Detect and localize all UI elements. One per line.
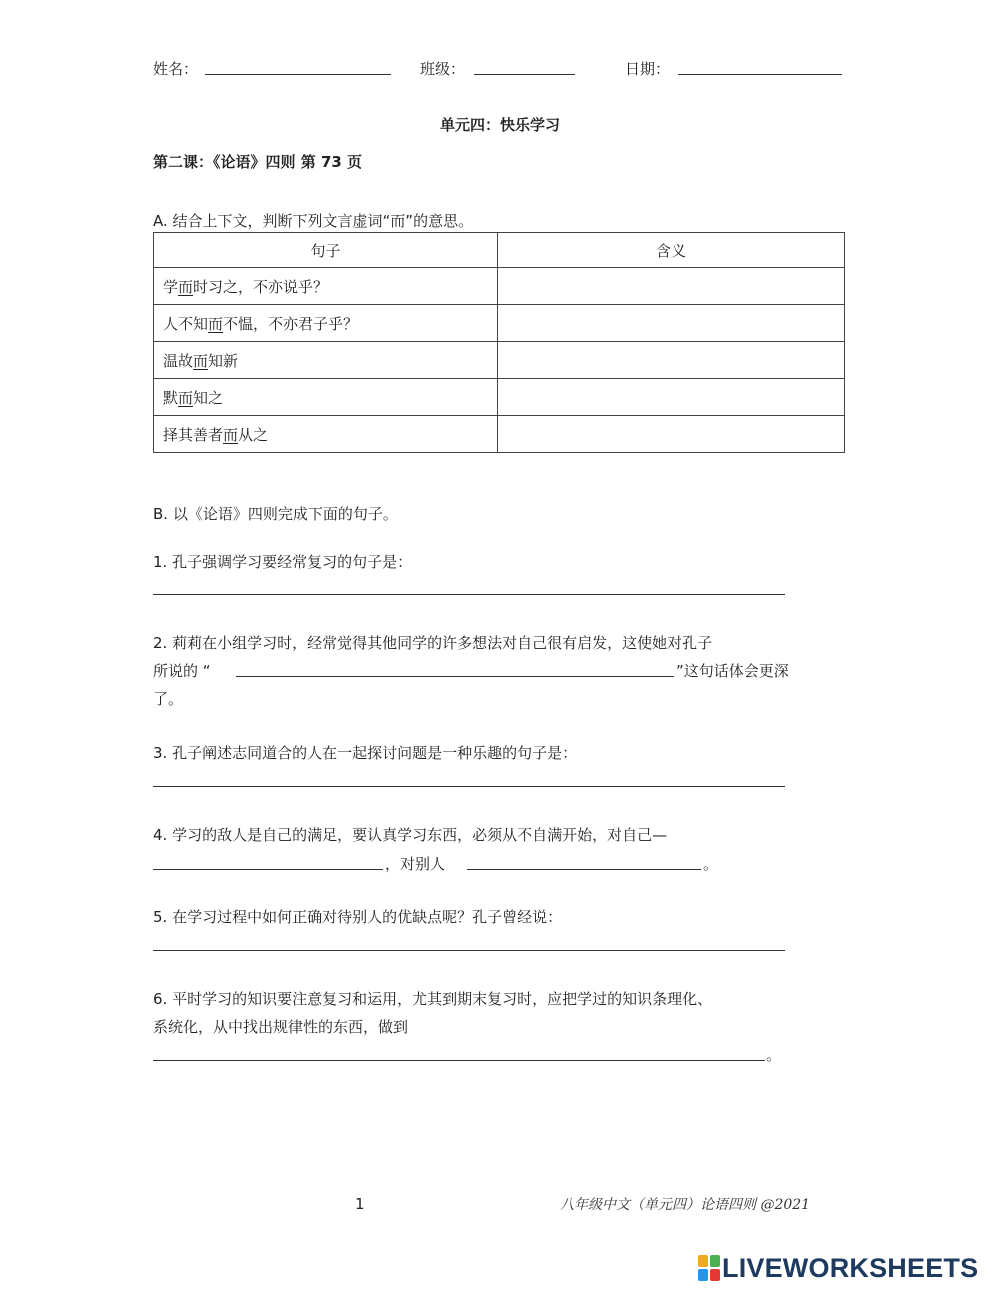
question-2-line-1: 2. 莉莉在小组学习时，经常觉得其他同学的许多想法对自己很有启发，这使她对孔子 bbox=[153, 634, 713, 652]
question-5: 5. 在学习过程中如何正确对待别人的优缺点呢？孔子曾经说： bbox=[153, 908, 563, 926]
sentence-cell: 默而知之 bbox=[154, 379, 498, 416]
question-4-line-1: 4. 学习的敌人是自己的满足，要认真学习东西，必须从不自满开始，对自己— bbox=[153, 826, 668, 844]
highlighted-word: 而 bbox=[223, 425, 239, 444]
header-class-label: 班级： bbox=[420, 60, 466, 78]
answer-line-q4-self[interactable] bbox=[153, 869, 383, 870]
question-3: 3. 孔子阐述志同道合的人在一起探讨问题是一种乐趣的句子是： bbox=[153, 744, 578, 762]
section-b-instruction: B. 以《论语》四则完成下面的句子。 bbox=[153, 505, 398, 523]
table-row bbox=[154, 268, 845, 305]
question-2-line-3: 了。 bbox=[153, 690, 184, 708]
answer-line-q3[interactable] bbox=[153, 786, 785, 787]
meaning-answer-cell[interactable] bbox=[498, 416, 845, 453]
table-header-row bbox=[154, 233, 845, 268]
table-row bbox=[154, 416, 845, 453]
header-date-label: 日期： bbox=[625, 60, 671, 78]
question-2-prefix: 所说的 “ bbox=[153, 662, 211, 680]
table-row bbox=[154, 379, 845, 416]
answer-line-q5[interactable] bbox=[153, 950, 785, 951]
header-name-label: 姓名： bbox=[153, 60, 199, 78]
question-4-end: 。 bbox=[703, 855, 719, 873]
highlighted-word: 而 bbox=[178, 277, 194, 296]
table-row bbox=[154, 342, 845, 379]
meaning-table bbox=[153, 232, 845, 453]
sentence-cell: 温故而知新 bbox=[154, 342, 498, 379]
meaning-answer-cell[interactable] bbox=[498, 342, 845, 379]
sentence-cell: 学而时习之，不亦说乎？ bbox=[154, 268, 498, 305]
lesson-title: 第二课：《论语》四则 第 73 页 bbox=[153, 153, 363, 171]
liveworksheets-watermark: LIVEWORKSHEETS bbox=[722, 1253, 979, 1283]
sentence-cell: 择其善者而从之 bbox=[154, 416, 498, 453]
date-input-line[interactable] bbox=[678, 74, 842, 75]
question-6-line-1: 6. 平时学习的知识要注意复习和运用，尤其到期末复习时，应把学过的知识条理化、 bbox=[153, 990, 713, 1008]
meaning-answer-cell[interactable] bbox=[498, 379, 845, 416]
class-input-line[interactable] bbox=[474, 74, 575, 75]
name-input-line[interactable] bbox=[205, 74, 391, 75]
highlighted-word: 而 bbox=[193, 351, 209, 370]
column-header-meaning: 含义 bbox=[498, 233, 845, 268]
page-number: 1 bbox=[355, 1195, 365, 1213]
unit-title: 单元四：快乐学习 bbox=[439, 116, 560, 134]
highlighted-word: 而 bbox=[178, 388, 194, 407]
column-header-sentence: 句子 bbox=[154, 233, 498, 268]
question-6-end: 。 bbox=[766, 1046, 782, 1064]
question-2-suffix: ”这句话体会更深 bbox=[676, 662, 789, 680]
section-a-instruction: A. 结合上下文，判断下列文言虚词“而”的意思。 bbox=[153, 212, 474, 230]
question-6-line-2: 系统化，从中找出规律性的东西，做到 bbox=[153, 1018, 409, 1036]
meaning-answer-cell[interactable] bbox=[498, 268, 845, 305]
question-1: 1. 孔子强调学习要经常复习的句子是： bbox=[153, 553, 413, 571]
course-footer: 八年级中文（单元四）论语四则 @2021 bbox=[560, 1197, 811, 1213]
sentence-cell: 人不知而不愠，不亦君子乎？ bbox=[154, 305, 498, 342]
answer-line-q1[interactable] bbox=[153, 594, 785, 595]
answer-line-q6[interactable] bbox=[153, 1060, 765, 1061]
question-4-middle: ，对别人 bbox=[385, 855, 446, 873]
highlighted-word: 而 bbox=[208, 314, 224, 333]
meaning-answer-cell[interactable] bbox=[498, 305, 845, 342]
answer-line-q2[interactable] bbox=[236, 676, 674, 677]
liveworksheets-logo-icon bbox=[698, 1255, 720, 1281]
answer-line-q4-others[interactable] bbox=[467, 869, 701, 870]
table-row bbox=[154, 305, 845, 342]
